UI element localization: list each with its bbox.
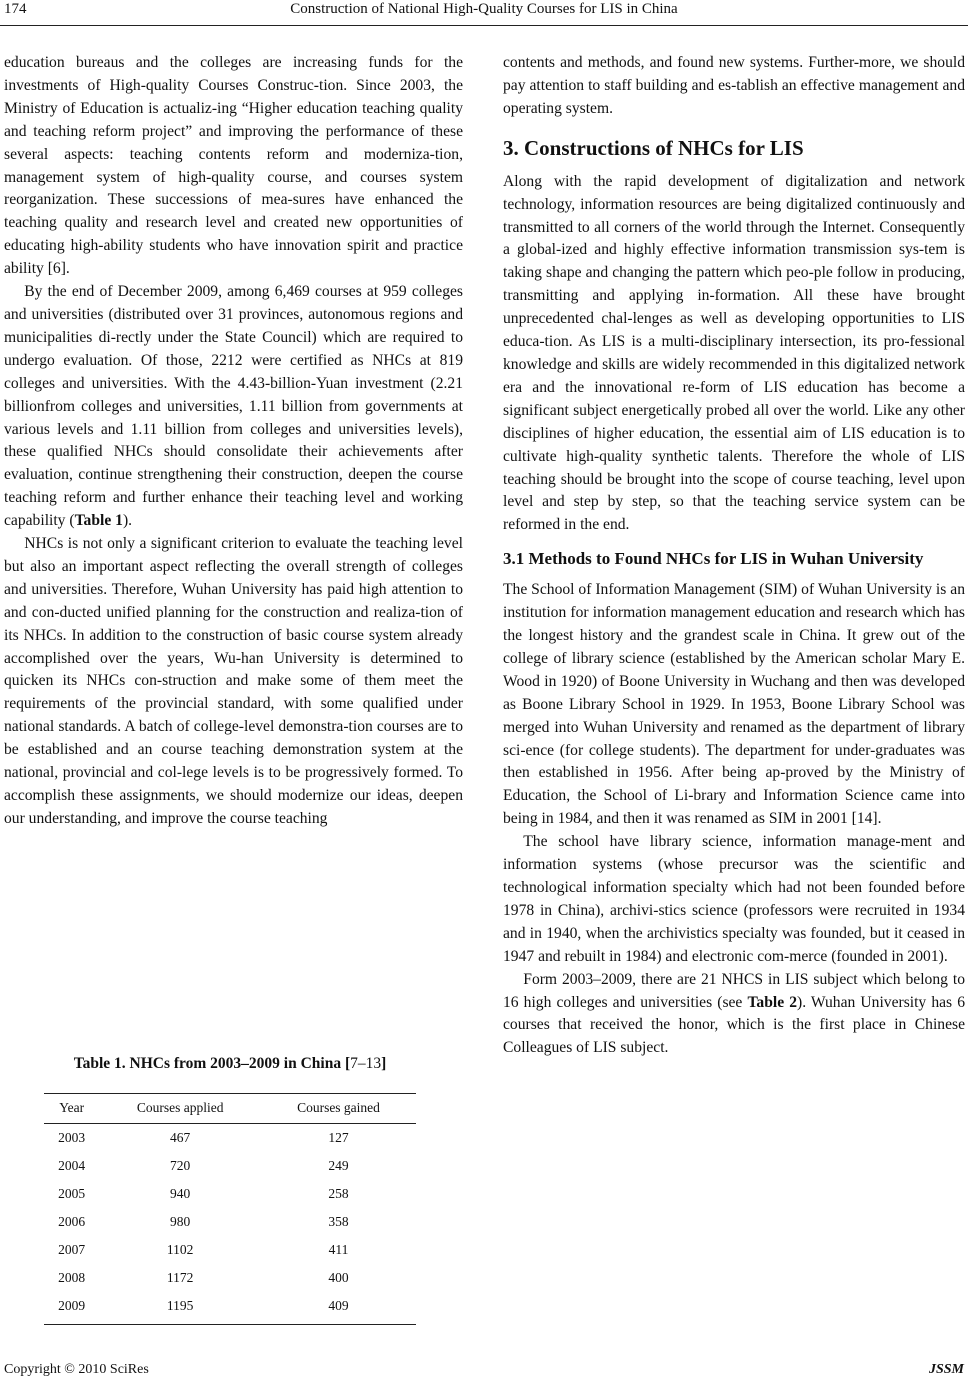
paragraph-nhcs-text: Form 2003–2009, there are 21 NHCS in LIS subject which belong to 16 high colleges and universities (see [503, 970, 965, 1011]
table-cell: 1195 [99, 1292, 261, 1325]
table-cell: 720 [170, 1157, 191, 1173]
table-row [44, 1292, 416, 1325]
paragraph-nhcs-end: ). Wuhan University has 6 courses that received the honor, which is the first place in Chinese Colleagues of LIS subject. [503, 993, 965, 1057]
table-cell: 2004 [58, 1157, 86, 1173]
footer-journal: JSSM [928, 1362, 964, 1377]
table2-reference[interactable]: Table 2 [747, 993, 798, 1011]
table-row [44, 1208, 416, 1236]
column-header: Courses applied [99, 1094, 261, 1124]
table-cell: 411 [328, 1241, 349, 1257]
paragraph-statistics-text: By the end of December 2009, among 6,469 courses at 959 colleges and universities (distributed over 31 provinces, autonomous regions and municipalities di-rectly under the State Council) which are required to undergo evaluation. Of those, 2212 were certified as NHCs at 819 colleges and universities. With the 4.43-billion-Yuan investment (2.21 billionfrom colleges and universities, 1.11 billion from governments at various levels and 1.11 billion from colleges and universities levels), these qualified NHCs should consolidate their achievements after evaluation, continue strengthening their construction, deepen the course teaching reform and further enhance their teaching level and working capability ( [4, 283, 463, 530]
table-row [44, 1236, 416, 1264]
column-header: Courses gained [261, 1094, 416, 1124]
table-cell: 249 [328, 1157, 349, 1173]
running-title: Construction of National High-Quality Courses for LIS in China [290, 1, 678, 17]
table-header-row [44, 1094, 416, 1124]
page-number: 174 [4, 1, 27, 17]
table1-reference[interactable]: Table 1 [74, 512, 123, 530]
paragraph-statistics-end: ). [122, 512, 133, 530]
table-cell: 127 [328, 1129, 349, 1145]
section-heading: 3. Constructions of NHCs for LIS [503, 135, 804, 160]
table-cell: 400 [328, 1269, 349, 1285]
table-row [44, 1180, 416, 1208]
paragraph-digitalization: Along with the rapid development of digitalization and network technology, information resources are being digitalized continuously and transmitted to all corners of the world through the Internet. Consequently a global-ized and highly effective information transmission sys-tem is taking shape and changing the pattern which peo-ple follow in producing, transmitting and applying in-formation. All these have brought unprecedented chal-lenges as well as developing opportunities to LIS educa-tion. As LIS is a multi-disciplinary intersection, its pro-fessional knowledge and skills are widely recommended in this digitalized network era and the innovational re-form of LIS education has become a significant subject energetically probed all over the world. Like any other disciplines of higher education, the essential aim of LIS education is to cultivate high-quality synthetic talents. Therefore the whole of LIS teaching should be brought into the scope of course teaching, level upon level and step by step, so that the teaching service system can be reformed in the end. [503, 172, 965, 534]
paragraph-funding: education bureaus and the colleges are increasing funds for the investments of High-quality Courses Construc-tion. Since 2003, the Ministry of Education is actualiz-ing “Higher education teaching quality and teaching reform project” and improving the performance of these several aspects: teaching contents reform and moderniza-tion, management system of high-quality course, and courses system reorganization. These successions of mea-sures have enhanced the teaching quality and research level and created new opportunities of educating high-ability students who have innovation spirit and practice ability [6]. [4, 54, 463, 278]
table1-caption-close: ] [381, 1055, 387, 1072]
paragraph-nhcs-count [503, 969, 965, 1061]
table-cell: 2009 [44, 1292, 99, 1325]
table-cell: 2007 [58, 1241, 86, 1257]
table-cell: 409 [261, 1292, 416, 1325]
table-cell: 2003 [58, 1129, 86, 1145]
header-rule [0, 25, 968, 26]
subsection-heading: 3.1 Methods to Found NHCs for LIS in Wuhan University [503, 549, 924, 569]
table-row [44, 1124, 416, 1153]
table-cell: 1102 [166, 1241, 194, 1257]
paragraph-sim-history: The School of Information Management (SIM) of Wuhan University is an institution for information management education and research which has the longest history and the grandest scale in China. It grew out of the college of library science (established by the American scholar Mary E. Wood in 1920) of Boone University in Wuchang and then was developed as Boone Library School in 1929. In 1953, Boone Library School was merged into Wuhan University and renamed as the department of library sci-ence (for college students). The department for under-graduates was then established in 1956. After being ap-proved by the Ministry of Education, the School of Li-brary and Information Science came into being in 1984, and then it was renamed as SIM in 2001 [14]. [503, 581, 965, 828]
table-cell: 258 [328, 1185, 349, 1201]
table-cell: 2006 [58, 1213, 86, 1229]
table-cell: 980 [170, 1213, 191, 1229]
table-cell: 467 [170, 1129, 191, 1145]
column-header: Year [44, 1094, 99, 1124]
left-column [4, 52, 463, 831]
paragraph-wuhan-planning: NHCs is not only a significant criterion to evaluate the teaching level but also an important aspect reflecting the overall strength of colleges and universities. Therefore, Wuhan University has paid high attention to and con-ducted unified planning for the construction and realiza-tion of its NHCs. In addition to the construction of basic course system already accomplished over the years, Wu-han University is determined to quicken its NHCs con-struction and make some of them meet the requirements of the provincial standard, with some qualified under national standards. A batch of college-level demonstra-tion courses are to be established and an course teaching demonstration system at the national, provincial and col-lege levels is to be progressively formed. To accomplish these assignments, we should modernize our ideas, deepen our understanding, and improve the course teaching [4, 535, 463, 827]
table1-caption [44, 1055, 416, 1073]
table-cell: 940 [170, 1185, 191, 1201]
table-cell: 2005 [58, 1185, 86, 1201]
table-row [44, 1264, 416, 1292]
right-column [503, 52, 965, 1060]
footer-copyright: Copyright © 2010 SciRes [4, 1362, 149, 1377]
table1-caption-refs[interactable]: 7–13 [350, 1055, 382, 1072]
paragraph-continuation: contents and methods, and found new systems. Further-more, we should pay attention to staff building and es-tablish an effective management and operating system. [503, 54, 965, 117]
paragraph-statistics [4, 281, 463, 533]
paragraph-specialties: The school have library science, information manage-ment and information systems (whose precursor was the scientific and technological information specialty which had not been founded before 1978 in China), archivi-stics science (professors were recruited in 1934 and in 1940, when the archivistics specialty was founded, but it ceased in 1947 and rebuilt in 1984) and electronic com-merce (founded in 2001). [503, 833, 965, 965]
table1 [44, 1055, 416, 1325]
table1-grid [44, 1093, 416, 1325]
table-cell: 1172 [166, 1269, 194, 1285]
table-row [44, 1152, 416, 1180]
table1-caption-text: Table 1. NHCs from 2003–2009 in China [ [73, 1055, 351, 1072]
table-cell: 2008 [58, 1269, 86, 1285]
table-cell: 358 [328, 1213, 349, 1229]
